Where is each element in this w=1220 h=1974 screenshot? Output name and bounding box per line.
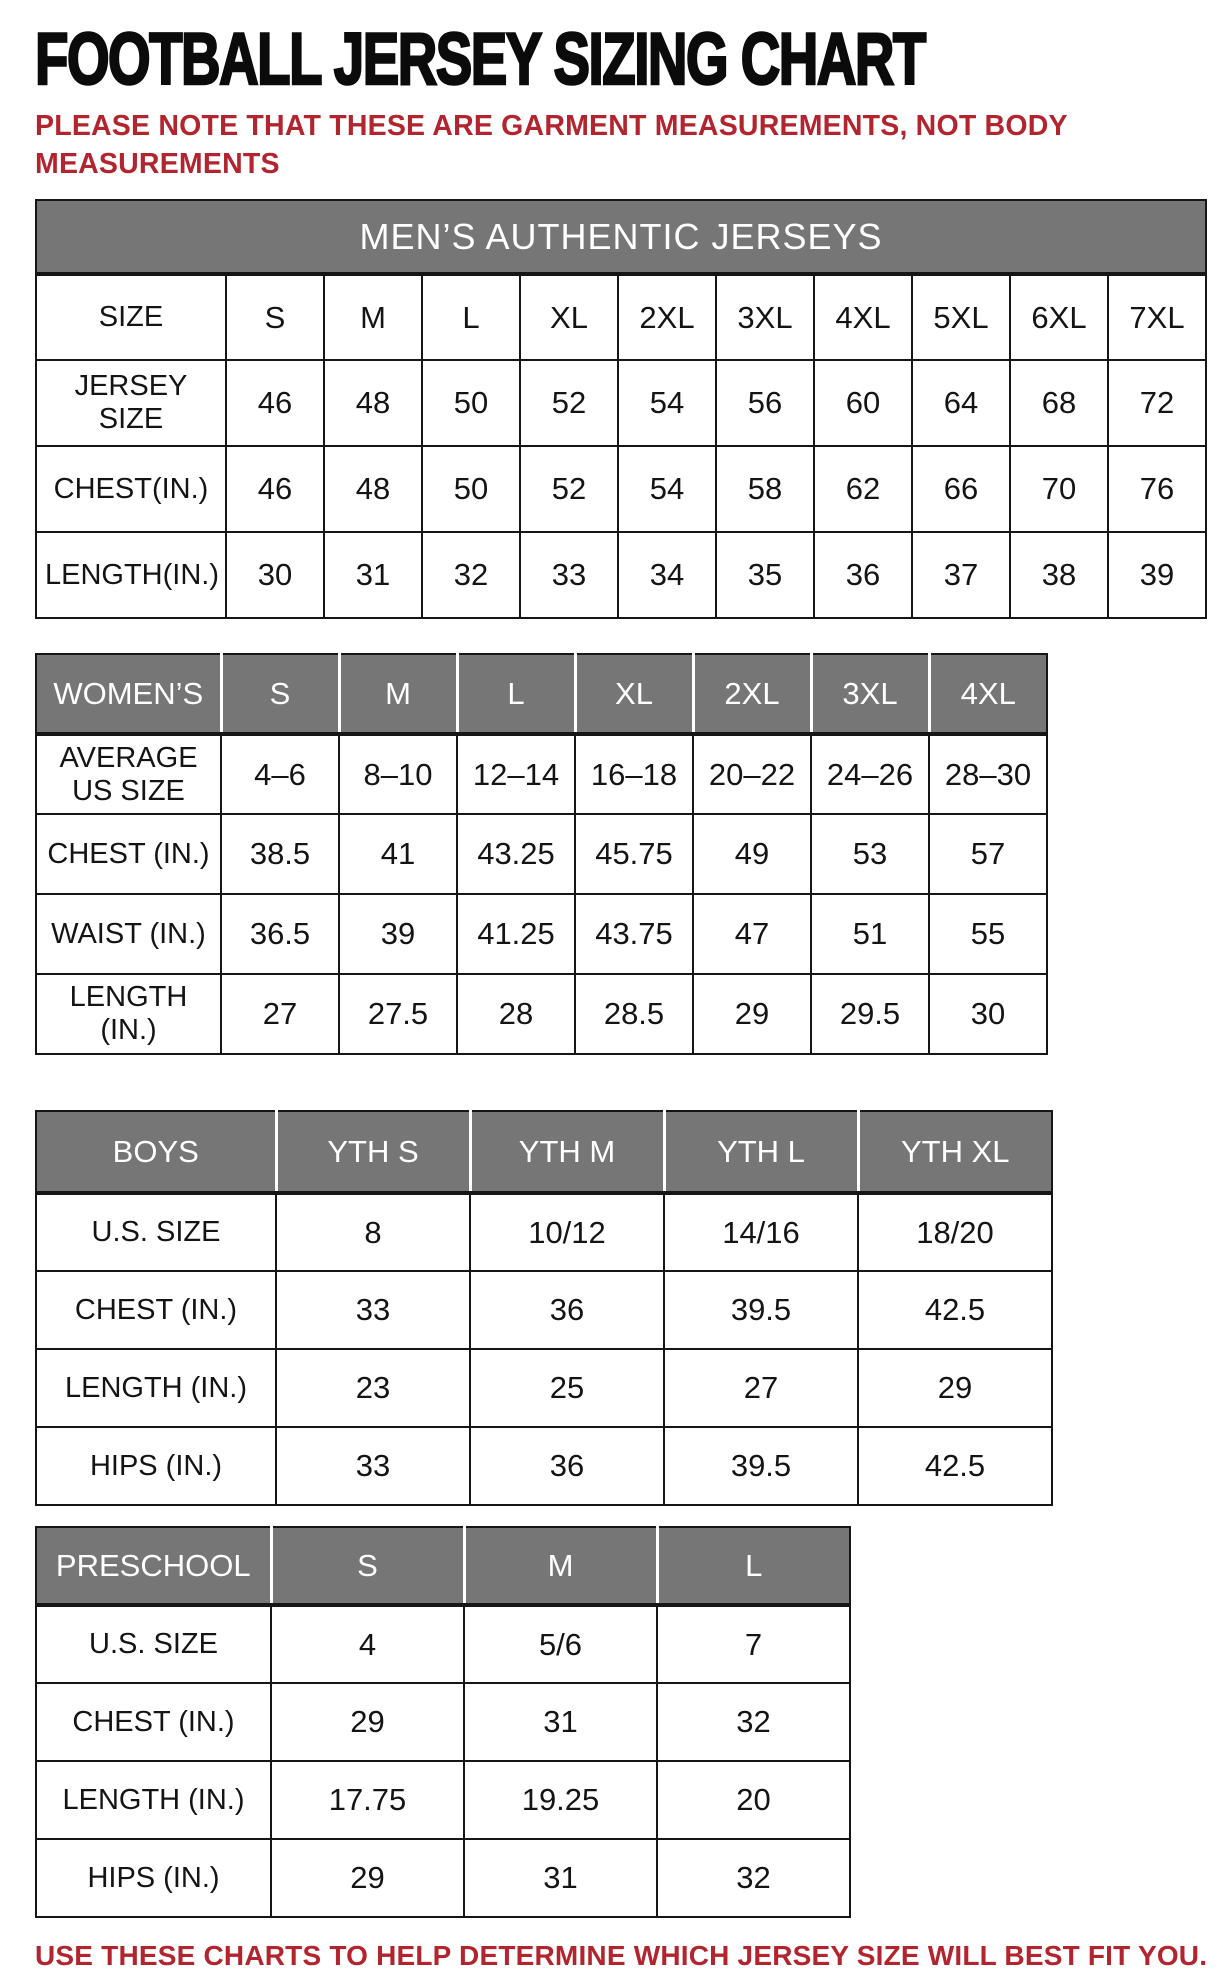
mens-value-cell: 5XL — [912, 274, 1010, 360]
mens-value-cell: 50 — [422, 360, 520, 446]
boys-row-label: U.S. SIZE — [36, 1193, 276, 1271]
preschool-row-label: HIPS (IN.) — [36, 1839, 271, 1917]
mens-value-cell: 60 — [814, 360, 912, 446]
garment-measurements-note: PLEASE NOTE THAT THESE ARE GARMENT MEASUREMENTS, NOT BODY MEASUREMENTS — [35, 110, 1068, 180]
mens-banner-row — [36, 200, 1206, 274]
womens-value-cell: 8–10 — [339, 734, 457, 814]
page-title: FOOTBALL JERSEY SIZING CHART — [35, 19, 925, 100]
preschool-value-cell: 19.25 — [464, 1761, 657, 1839]
womens-value-cell: 43.25 — [457, 814, 575, 894]
mens-value-cell: 62 — [814, 446, 912, 532]
mens-value-cell: 54 — [618, 446, 716, 532]
womens-column-header: 2XL — [693, 654, 811, 734]
mens-value-cell: 54 — [618, 360, 716, 446]
preschool-row — [36, 1605, 850, 1683]
mens-value-cell: M — [324, 274, 422, 360]
boys-row-label: LENGTH (IN.) — [36, 1349, 276, 1427]
preschool-value-cell: 7 — [657, 1605, 850, 1683]
mens-row — [36, 274, 1206, 360]
mens-value-cell: 76 — [1108, 446, 1206, 532]
womens-sizing-table — [35, 653, 1048, 1055]
boys-value-cell: 27 — [664, 1349, 858, 1427]
mens-value-cell: 52 — [520, 446, 618, 532]
mens-value-cell: 31 — [324, 532, 422, 618]
womens-value-cell: 45.75 — [575, 814, 693, 894]
boys-value-cell: 10/12 — [470, 1193, 664, 1271]
preschool-value-cell: 29 — [271, 1683, 464, 1761]
mens-row — [36, 360, 1206, 446]
womens-value-cell: 51 — [811, 894, 929, 974]
womens-row-label: AVERAGE US SIZE — [36, 734, 221, 814]
mens-value-cell: S — [226, 274, 324, 360]
womens-value-cell: 29 — [693, 974, 811, 1054]
womens-value-cell: 27 — [221, 974, 339, 1054]
mens-value-cell: 37 — [912, 532, 1010, 618]
preschool-value-cell: 17.75 — [271, 1761, 464, 1839]
preschool-value-cell: 31 — [464, 1683, 657, 1761]
mens-value-cell: 35 — [716, 532, 814, 618]
preschool-header-label: PRESCHOOL — [36, 1527, 271, 1605]
womens-value-cell: 53 — [811, 814, 929, 894]
mens-value-cell: 3XL — [716, 274, 814, 360]
womens-row-label: LENGTH (IN.) — [36, 974, 221, 1054]
mens-value-cell: 50 — [422, 446, 520, 532]
preschool-value-cell: 31 — [464, 1839, 657, 1917]
boys-value-cell: 18/20 — [858, 1193, 1052, 1271]
womens-column-header: S — [221, 654, 339, 734]
boys-column-header: YTH L — [664, 1111, 858, 1193]
mens-value-cell: 66 — [912, 446, 1010, 532]
boys-sizing-table — [35, 1110, 1053, 1506]
boys-row-label: CHEST (IN.) — [36, 1271, 276, 1349]
boys-value-cell: 8 — [276, 1193, 470, 1271]
womens-value-cell: 57 — [929, 814, 1047, 894]
mens-value-cell: 46 — [226, 446, 324, 532]
womens-value-cell: 12–14 — [457, 734, 575, 814]
womens-header-label: WOMEN’S — [36, 654, 221, 734]
boys-value-cell: 36 — [470, 1427, 664, 1505]
womens-value-cell: 43.75 — [575, 894, 693, 974]
mens-value-cell: 70 — [1010, 446, 1108, 532]
boys-row — [36, 1271, 1052, 1349]
womens-row — [36, 894, 1047, 974]
mens-row — [36, 446, 1206, 532]
mens-row-label: CHEST(IN.) — [36, 446, 226, 532]
boys-value-cell: 14/16 — [664, 1193, 858, 1271]
mens-row-label: JERSEY SIZE — [36, 360, 226, 446]
mens-value-cell: 7XL — [1108, 274, 1206, 360]
preschool-row — [36, 1761, 850, 1839]
mens-value-cell: 30 — [226, 532, 324, 618]
mens-value-cell: 56 — [716, 360, 814, 446]
boys-value-cell: 39.5 — [664, 1427, 858, 1505]
preschool-value-cell: 20 — [657, 1761, 850, 1839]
preschool-column-header: M — [464, 1527, 657, 1605]
boys-row — [36, 1349, 1052, 1427]
mens-value-cell: 34 — [618, 532, 716, 618]
womens-value-cell: 36.5 — [221, 894, 339, 974]
boys-value-cell: 23 — [276, 1349, 470, 1427]
preschool-value-cell: 29 — [271, 1839, 464, 1917]
womens-header-row — [36, 654, 1047, 734]
preschool-header-row — [36, 1527, 850, 1605]
womens-value-cell: 30 — [929, 974, 1047, 1054]
preschool-value-cell: 4 — [271, 1605, 464, 1683]
mens-value-cell: 6XL — [1010, 274, 1108, 360]
mens-row — [36, 532, 1206, 618]
boys-value-cell: 42.5 — [858, 1427, 1052, 1505]
preschool-row-label: LENGTH (IN.) — [36, 1761, 271, 1839]
preschool-value-cell: 5/6 — [464, 1605, 657, 1683]
womens-value-cell: 28–30 — [929, 734, 1047, 814]
mens-value-cell: 2XL — [618, 274, 716, 360]
womens-value-cell: 28 — [457, 974, 575, 1054]
womens-column-header: XL — [575, 654, 693, 734]
womens-column-header: 3XL — [811, 654, 929, 734]
preschool-value-cell: 32 — [657, 1839, 850, 1917]
womens-value-cell: 49 — [693, 814, 811, 894]
boys-value-cell: 36 — [470, 1271, 664, 1349]
boys-value-cell: 25 — [470, 1349, 664, 1427]
womens-column-header: 4XL — [929, 654, 1047, 734]
preschool-row — [36, 1839, 850, 1917]
mens-value-cell: 48 — [324, 446, 422, 532]
boys-column-header: YTH M — [470, 1111, 664, 1193]
mens-value-cell: 46 — [226, 360, 324, 446]
womens-row — [36, 974, 1047, 1054]
boys-row — [36, 1427, 1052, 1505]
mens-value-cell: 36 — [814, 532, 912, 618]
womens-column-header: M — [339, 654, 457, 734]
womens-row — [36, 814, 1047, 894]
preschool-row-label: CHEST (IN.) — [36, 1683, 271, 1761]
mens-value-cell: XL — [520, 274, 618, 360]
womens-value-cell: 20–22 — [693, 734, 811, 814]
womens-value-cell: 47 — [693, 894, 811, 974]
womens-row — [36, 734, 1047, 814]
womens-column-header: L — [457, 654, 575, 734]
boys-value-cell: 33 — [276, 1427, 470, 1505]
mens-value-cell: 72 — [1108, 360, 1206, 446]
womens-value-cell: 16–18 — [575, 734, 693, 814]
boys-column-header: YTH S — [276, 1111, 470, 1193]
mens-value-cell: 4XL — [814, 274, 912, 360]
womens-value-cell: 39 — [339, 894, 457, 974]
womens-row-label: WAIST (IN.) — [36, 894, 221, 974]
footer-note: USE THESE CHARTS TO HELP DETERMINE WHICH JERSEY SIZE WILL BEST FIT YOU. — [35, 1940, 1208, 1972]
womens-value-cell: 41.25 — [457, 894, 575, 974]
mens-value-cell: 32 — [422, 532, 520, 618]
mens-row-label: LENGTH(IN.) — [36, 532, 226, 618]
boys-value-cell: 29 — [858, 1349, 1052, 1427]
womens-value-cell: 55 — [929, 894, 1047, 974]
preschool-sizing-table — [35, 1526, 851, 1918]
womens-value-cell: 29.5 — [811, 974, 929, 1054]
preschool-value-cell: 32 — [657, 1683, 850, 1761]
mens-value-cell: L — [422, 274, 520, 360]
boys-column-header: YTH XL — [858, 1111, 1052, 1193]
mens-authentic-jerseys-table — [35, 199, 1207, 619]
boys-header-label: BOYS — [36, 1111, 276, 1193]
mens-value-cell: 64 — [912, 360, 1010, 446]
boys-row — [36, 1193, 1052, 1271]
womens-value-cell: 27.5 — [339, 974, 457, 1054]
womens-value-cell: 28.5 — [575, 974, 693, 1054]
womens-value-cell: 41 — [339, 814, 457, 894]
mens-value-cell: 38 — [1010, 532, 1108, 618]
boys-value-cell: 39.5 — [664, 1271, 858, 1349]
boys-row-label: HIPS (IN.) — [36, 1427, 276, 1505]
preschool-column-header: L — [657, 1527, 850, 1605]
womens-row-label: CHEST (IN.) — [36, 814, 221, 894]
mens-table-banner: MEN’S AUTHENTIC JERSEYS — [36, 200, 1206, 274]
mens-value-cell: 33 — [520, 532, 618, 618]
mens-value-cell: 68 — [1010, 360, 1108, 446]
mens-value-cell: 39 — [1108, 532, 1206, 618]
mens-value-cell: 58 — [716, 446, 814, 532]
boys-header-row — [36, 1111, 1052, 1193]
preschool-row-label: U.S. SIZE — [36, 1605, 271, 1683]
womens-value-cell: 38.5 — [221, 814, 339, 894]
preschool-row — [36, 1683, 850, 1761]
preschool-column-header: S — [271, 1527, 464, 1605]
mens-value-cell: 48 — [324, 360, 422, 446]
womens-value-cell: 4–6 — [221, 734, 339, 814]
boys-value-cell: 42.5 — [858, 1271, 1052, 1349]
boys-value-cell: 33 — [276, 1271, 470, 1349]
mens-row-label: SIZE — [36, 274, 226, 360]
womens-value-cell: 24–26 — [811, 734, 929, 814]
mens-value-cell: 52 — [520, 360, 618, 446]
